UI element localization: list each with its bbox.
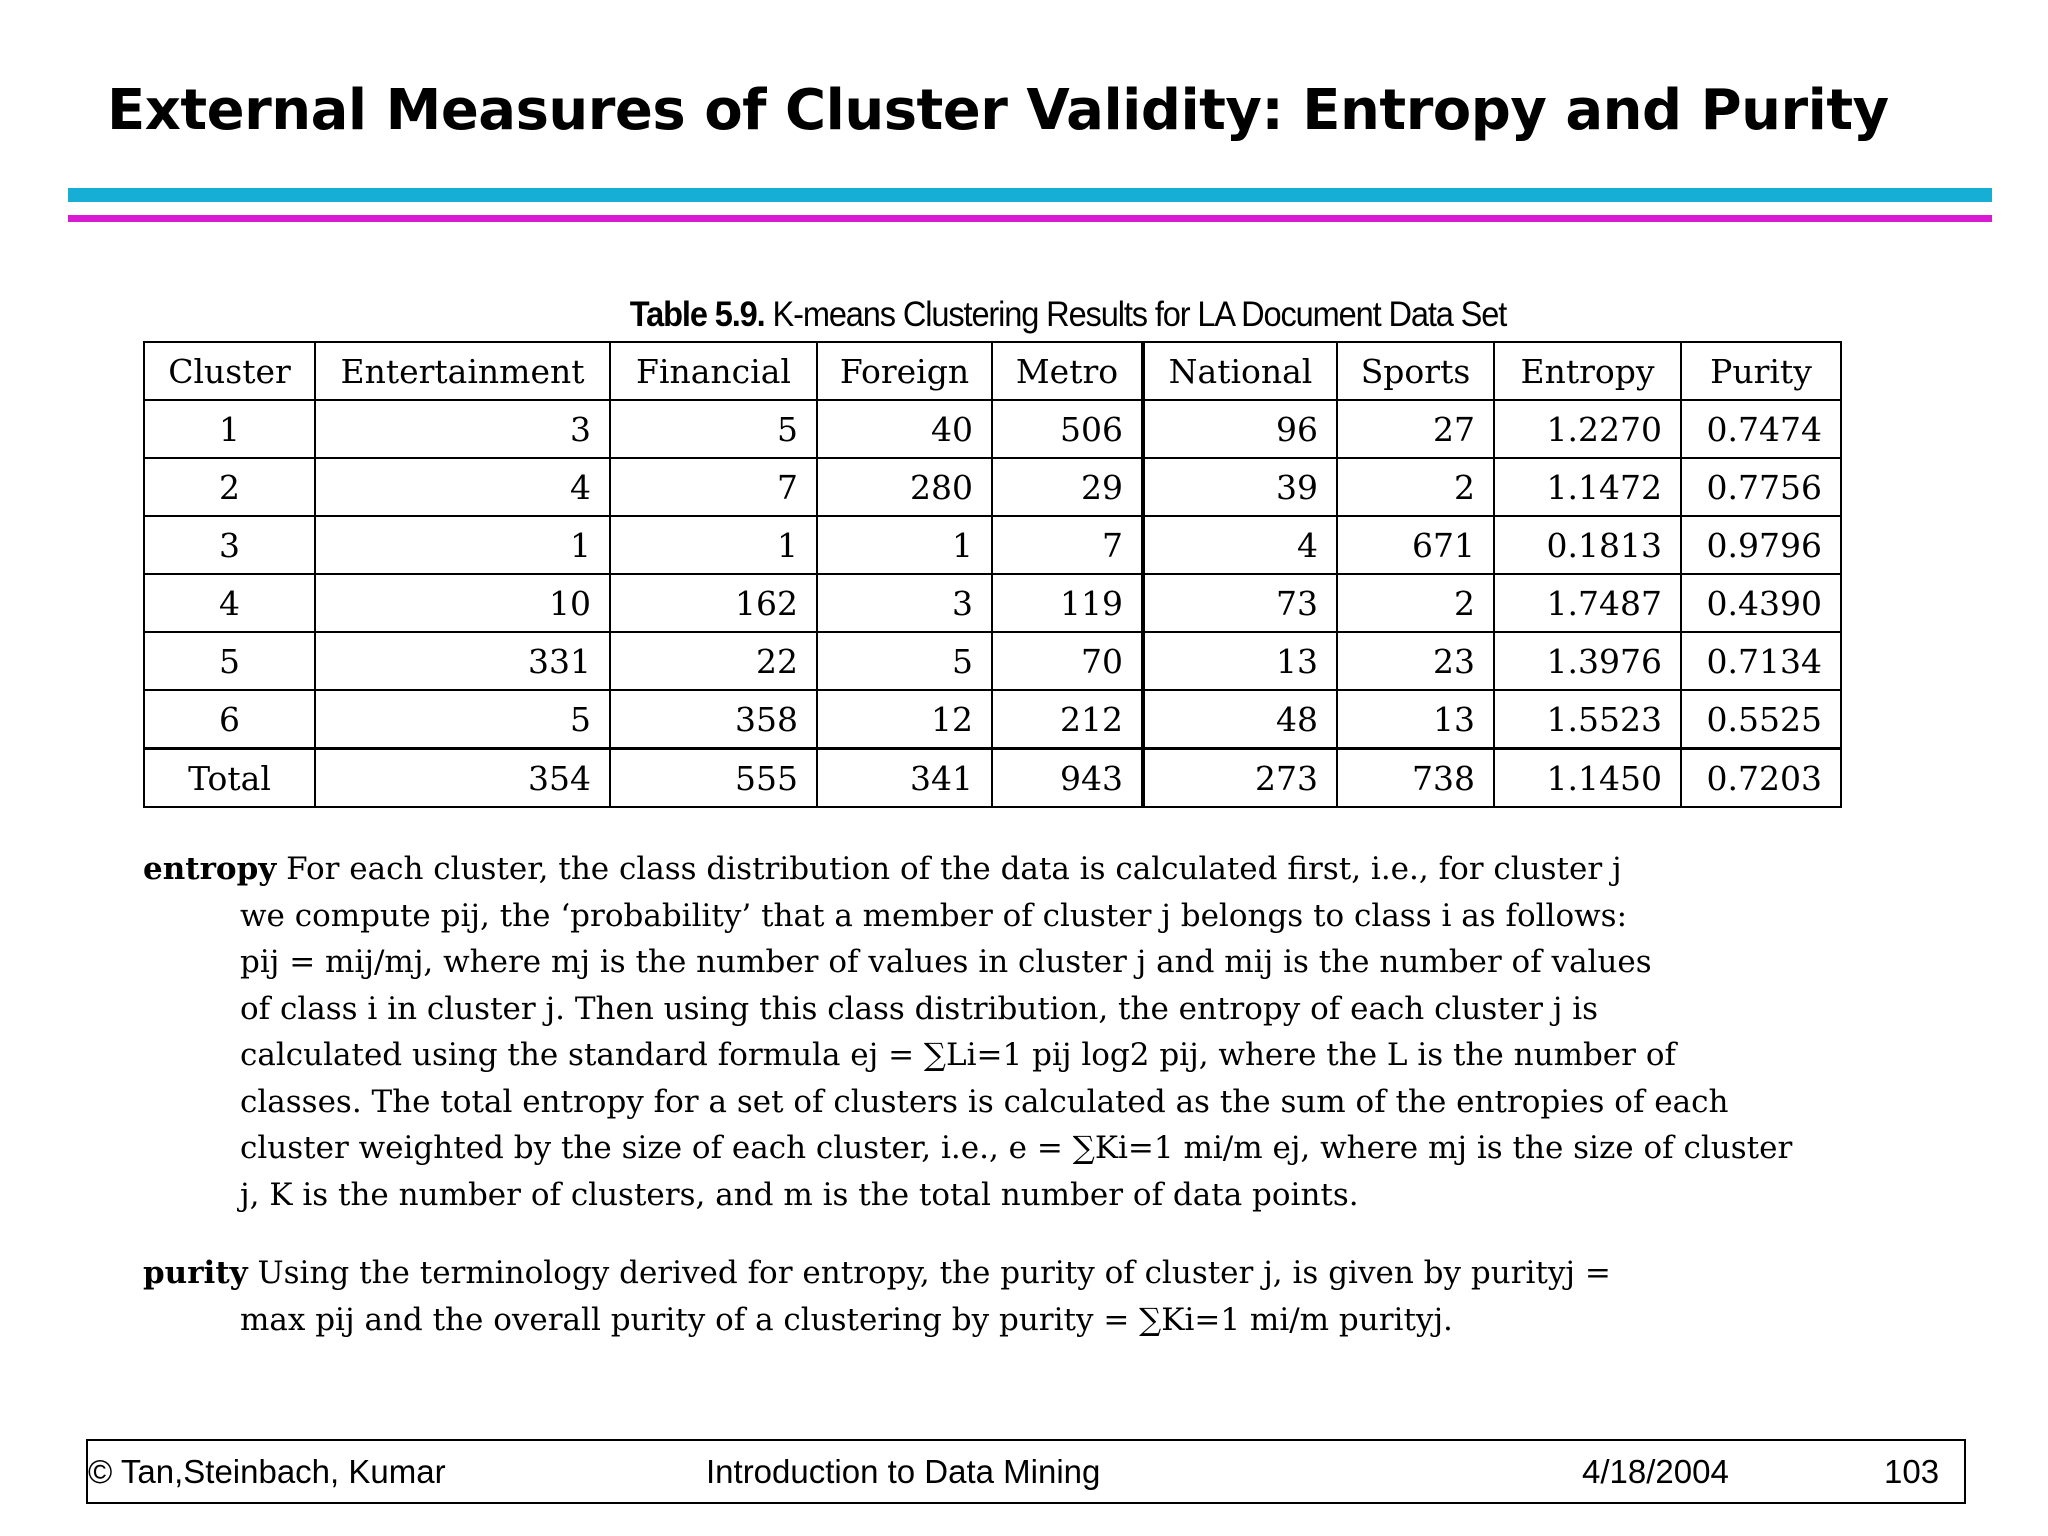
table-cell: 7	[610, 458, 817, 516]
table-cell: 2	[1337, 574, 1494, 632]
footer-date: 4/18/2004	[1582, 1453, 1729, 1490]
table-cell: 0.5525	[1681, 690, 1841, 749]
table-cell: 0.1813	[1494, 516, 1681, 574]
header-purity: Purity	[1681, 342, 1841, 400]
table-cell: 29	[992, 458, 1143, 516]
table-cell: 3	[817, 574, 992, 632]
table-cell: Total	[144, 749, 315, 808]
table-cell: 1.7487	[1494, 574, 1681, 632]
table-cell: 73	[1143, 574, 1337, 632]
table-cell: 1.1450	[1494, 749, 1681, 808]
table-cell: 331	[315, 632, 610, 690]
table-cell: 555	[610, 749, 817, 808]
table-cell: 1	[315, 516, 610, 574]
table-cell: 5	[144, 632, 315, 690]
table-cell: 6	[144, 690, 315, 749]
table-cell: 7	[992, 516, 1143, 574]
table-caption	[208, 295, 1929, 335]
table-cell: 1.5523	[1494, 690, 1681, 749]
table-cell: 2	[144, 458, 315, 516]
table-cell: 1	[144, 400, 315, 458]
header-national: National	[1143, 342, 1337, 400]
table-cell: 1	[610, 516, 817, 574]
table-cell: 5	[610, 400, 817, 458]
table-cell: 0.9796	[1681, 516, 1841, 574]
header-financial: Financial	[610, 342, 817, 400]
footer-copyright: © Tan,Steinbach, Kumar	[88, 1453, 446, 1490]
entropy-line-7: cluster weighted by the size of each cluster, i.e., e = ∑Ki=1 mi/m ej, where mj is the size of cluster	[240, 1130, 1793, 1166]
slide-title: External Measures of Cluster Validity: Entropy and Purity	[107, 78, 1889, 143]
entropy-line-1: For each cluster, the class distribution of the data is calculated first, i.e., for cluster j	[286, 851, 1622, 887]
entropy-line-8: j, K is the number of clusters, and m is the total number of data points.	[240, 1176, 1359, 1213]
table-cell: 0.4390	[1681, 574, 1841, 632]
table-cell: 738	[1337, 749, 1494, 808]
entropy-line-4: of class i in cluster j. Then using this class distribution, the entropy of each cluster j is	[240, 990, 1599, 1027]
table-cell: 943	[992, 749, 1143, 808]
table-row	[144, 690, 1841, 749]
table-cell: 0.7474	[1681, 400, 1841, 458]
table-cell: 358	[610, 690, 817, 749]
table-cell: 506	[992, 400, 1143, 458]
purity-line-2: max pij and the overall purity of a clustering by purity = ∑Ki=1 mi/m purityj.	[240, 1301, 1453, 1338]
table-cell: 4	[144, 574, 315, 632]
table-row	[144, 632, 1841, 690]
header-metro: Metro	[992, 342, 1143, 400]
table-cell: 119	[992, 574, 1143, 632]
footer-course-title: Introduction to Data Mining	[706, 1453, 1101, 1490]
table-row	[144, 516, 1841, 574]
table-header-row	[144, 342, 1841, 400]
table-cell: 1	[817, 516, 992, 574]
table-cell: 3	[315, 400, 610, 458]
table-total-row	[144, 749, 1841, 808]
clustering-results-table	[143, 341, 1842, 808]
entropy-line-3: pij = mij/mj, where mj is the number of values in cluster j and mij is the number of values	[240, 944, 1652, 980]
header-entertainment: Entertainment	[315, 342, 610, 400]
table-cell: 10	[315, 574, 610, 632]
table-cell: 5	[817, 632, 992, 690]
table-cell: 0.7203	[1681, 749, 1841, 808]
table-cell: 671	[1337, 516, 1494, 574]
header-foreign: Foreign	[817, 342, 992, 400]
entropy-line-6: classes. The total entropy for a set of clusters is calculated as the sum of the entropies of each	[240, 1083, 1729, 1120]
purity-term: purity	[143, 1255, 248, 1291]
table-cell: 40	[817, 400, 992, 458]
table-cell: 27	[1337, 400, 1494, 458]
title-divider-magenta	[68, 215, 1992, 222]
table-cell: 162	[610, 574, 817, 632]
table-row	[144, 574, 1841, 632]
table-cell: 13	[1143, 632, 1337, 690]
table-cell: 1.1472	[1494, 458, 1681, 516]
table-cell: 280	[817, 458, 992, 516]
entropy-definition	[143, 846, 1833, 1218]
header-cluster: Cluster	[144, 342, 315, 400]
table-cell: 273	[1143, 749, 1337, 808]
title-divider-cyan	[68, 188, 1992, 202]
entropy-line-2: we compute pij, the ‘probability’ that a member of cluster j belongs to class i as follows:	[240, 897, 1628, 934]
table-cell: 1.3976	[1494, 632, 1681, 690]
table-row	[144, 458, 1841, 516]
table-cell: 48	[1143, 690, 1337, 749]
table-row	[144, 400, 1841, 458]
table-cell: 3	[144, 516, 315, 574]
header-sports: Sports	[1337, 342, 1494, 400]
table-cell: 341	[817, 749, 992, 808]
table-cell: 96	[1143, 400, 1337, 458]
header-entropy: Entropy	[1494, 342, 1681, 400]
table-cell: 23	[1337, 632, 1494, 690]
table-cell: 70	[992, 632, 1143, 690]
slide-footer	[86, 1439, 1966, 1504]
table-cell: 12	[817, 690, 992, 749]
table-caption-text: K-means Clustering Results for LA Document Data Set	[772, 295, 1507, 334]
entropy-term: entropy	[143, 851, 277, 887]
table-cell: 22	[610, 632, 817, 690]
table-cell: 13	[1337, 690, 1494, 749]
table-cell: 212	[992, 690, 1143, 749]
table-caption-label: Table 5.9.	[629, 295, 765, 334]
purity-definition	[143, 1250, 1833, 1343]
table-cell: 39	[1143, 458, 1337, 516]
table-cell: 0.7756	[1681, 458, 1841, 516]
footer-page-number: 103	[1884, 1453, 1940, 1490]
table-cell: 4	[1143, 516, 1337, 574]
entropy-line-5: calculated using the standard formula ej = ∑Li=1 pij log2 pij, where the L is the number of	[240, 1037, 1676, 1073]
table-cell: 0.7134	[1681, 632, 1841, 690]
purity-line-1: Using the terminology derived for entropy, the purity of cluster j, is given by purityj =	[257, 1255, 1611, 1291]
table-cell: 4	[315, 458, 610, 516]
table-cell: 5	[315, 690, 610, 749]
table-cell: 354	[315, 749, 610, 808]
table-cell: 1.2270	[1494, 400, 1681, 458]
table-cell: 2	[1337, 458, 1494, 516]
